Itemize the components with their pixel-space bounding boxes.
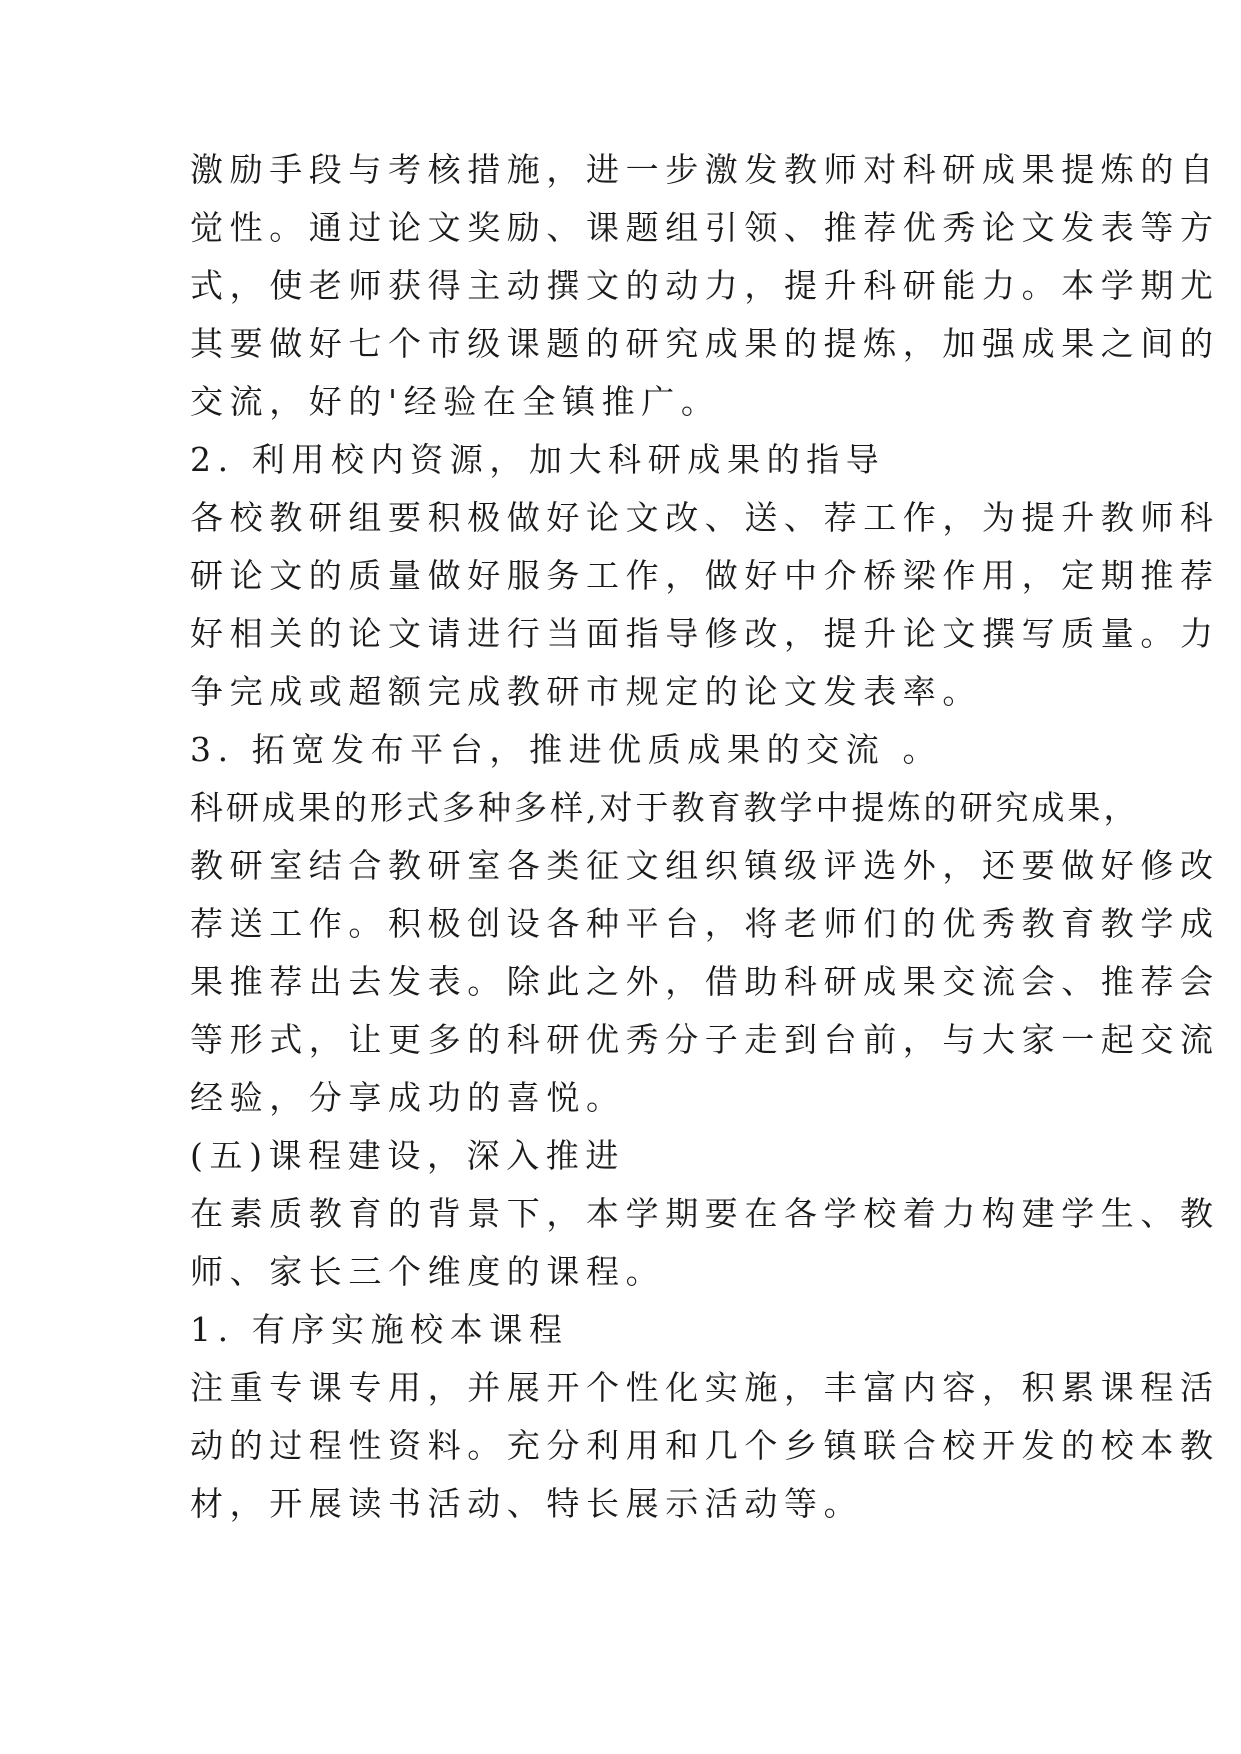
paragraph-line: 其要做好七个市级课题的研究成果的提炼，加强成果之间的 bbox=[190, 324, 1220, 363]
paragraph-line: 科研成果的形式多种多样,对于教育教学中提炼的研究成果， bbox=[190, 788, 1140, 827]
paragraph-line: 荐送工作。积极创设各种平台，将老师们的优秀教育教学成 bbox=[190, 904, 1220, 943]
paragraph-line: 争完成或超额完成教研市规定的论文发表率。 bbox=[190, 672, 982, 711]
paragraph-line: 等形式，让更多的科研优秀分子走到台前，与大家一起交流 bbox=[190, 1020, 1220, 1059]
paragraph-line: 觉性。通过论文奖励、课题组引领、推荐优秀论文发表等方 bbox=[190, 208, 1220, 247]
paragraph-line: 教研室结合教研室各类征文组织镇级评选外，还要做好修改 bbox=[190, 846, 1220, 885]
paragraph-line: 各校教研组要积极做好论文改、送、荐工作，为提升教师科 bbox=[190, 498, 1220, 537]
paragraph-line: 交流，好的'经验在全镇推广。 bbox=[190, 382, 721, 421]
paragraph-line: 式，使老师获得主动撰文的动力，提升科研能力。本学期尤 bbox=[190, 266, 1220, 305]
paragraph-line: 激励手段与考核措施，进一步激发教师对科研成果提炼的自 bbox=[190, 150, 1220, 189]
section-heading: 1. 有序实施校本课程 bbox=[190, 1310, 569, 1349]
paragraph-line: 经验，分享成功的喜悦。 bbox=[190, 1078, 626, 1117]
section-heading: 3. 拓宽发布平台，推进优质成果的交流 。 bbox=[190, 730, 943, 769]
paragraph-line: 研论文的质量做好服务工作，做好中介桥梁作用，定期推荐 bbox=[190, 556, 1220, 595]
section-heading: 2. 利用校内资源，加大科研成果的指导 bbox=[190, 440, 886, 479]
paragraph-line: 动的过程性资料。充分利用和几个乡镇联合校开发的校本教 bbox=[190, 1426, 1220, 1465]
paragraph-line: 师、家长三个维度的课程。 bbox=[190, 1252, 666, 1291]
paragraph-line: 注重专课专用，并展开个性化实施，丰富内容，积累课程活 bbox=[190, 1368, 1220, 1407]
paragraph-line: 在素质教育的背景下，本学期要在各学校着力构建学生、教 bbox=[190, 1194, 1220, 1233]
paragraph-line: 果推荐出去发表。除此之外，借助科研成果交流会、推荐会 bbox=[190, 962, 1220, 1001]
paragraph-line: 材，开展读书活动、特长展示活动等。 bbox=[190, 1484, 864, 1523]
paragraph-line: 好相关的论文请进行当面指导修改，提升论文撰写质量。力 bbox=[190, 614, 1220, 653]
section-heading: (五)课程建设，深入推进 bbox=[190, 1136, 625, 1175]
